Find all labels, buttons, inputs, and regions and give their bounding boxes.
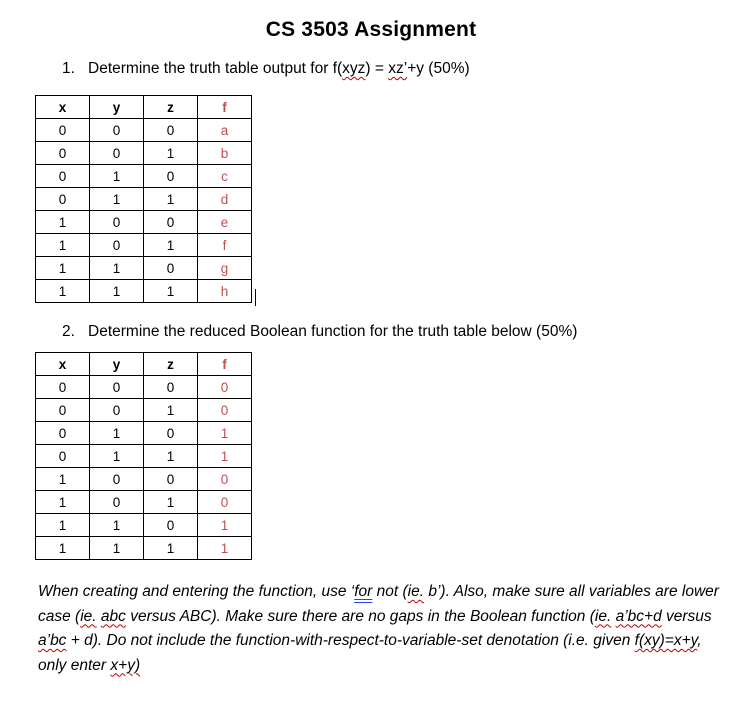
cell-f: a bbox=[198, 119, 252, 142]
cell-z: 1 bbox=[144, 234, 198, 257]
cell-x: 0 bbox=[36, 376, 90, 399]
cell-x: 1 bbox=[36, 234, 90, 257]
cell-x: 0 bbox=[36, 119, 90, 142]
note-text: versus ABC). Make sure there are no gaps in the Boolean function ( bbox=[125, 607, 595, 625]
question-2 bbox=[62, 323, 577, 341]
header-x: x bbox=[36, 353, 90, 376]
table-row bbox=[36, 211, 252, 234]
truth-table-1 bbox=[35, 95, 252, 303]
cell-y: 1 bbox=[90, 165, 144, 188]
cell-y: 1 bbox=[90, 445, 144, 468]
cell-z: 1 bbox=[144, 445, 198, 468]
cell-x: 1 bbox=[36, 537, 90, 560]
question-1-text-mid: ) = bbox=[365, 60, 389, 77]
cell-x: 0 bbox=[36, 165, 90, 188]
cell-z: 0 bbox=[144, 468, 198, 491]
cell-y: 0 bbox=[90, 211, 144, 234]
question-1-number: 1. bbox=[62, 60, 75, 77]
table-row bbox=[36, 280, 252, 303]
cell-f: b bbox=[198, 142, 252, 165]
cell-z: 1 bbox=[144, 491, 198, 514]
cell-f: 0 bbox=[198, 468, 252, 491]
note-text: ie. bbox=[594, 607, 612, 625]
question-1-text-before: Determine the truth table output for f( bbox=[88, 60, 343, 77]
table-row bbox=[36, 422, 252, 445]
question-2-number: 2. bbox=[62, 323, 75, 340]
cell-x: 0 bbox=[36, 188, 90, 211]
header-y: y bbox=[90, 96, 144, 119]
question-1-func-args: xyz bbox=[342, 60, 366, 77]
cell-y: 0 bbox=[90, 234, 144, 257]
cell-f: 1 bbox=[198, 445, 252, 468]
table-row bbox=[36, 514, 252, 537]
cell-x: 1 bbox=[36, 211, 90, 234]
table-header-row bbox=[36, 96, 252, 119]
cell-y: 1 bbox=[90, 188, 144, 211]
cell-f: 1 bbox=[198, 537, 252, 560]
cell-f: f bbox=[198, 234, 252, 257]
cell-f: 0 bbox=[198, 399, 252, 422]
cell-y: 1 bbox=[90, 280, 144, 303]
cell-f: h bbox=[198, 280, 252, 303]
cell-x: 1 bbox=[36, 514, 90, 537]
cell-x: 1 bbox=[36, 468, 90, 491]
cell-z: 1 bbox=[144, 188, 198, 211]
cell-y: 0 bbox=[90, 468, 144, 491]
cell-y: 0 bbox=[90, 399, 144, 422]
cell-y: 1 bbox=[90, 537, 144, 560]
text-cursor bbox=[255, 289, 256, 306]
header-y: y bbox=[90, 353, 144, 376]
table-row bbox=[36, 468, 252, 491]
cell-x: 0 bbox=[36, 445, 90, 468]
note-text: ie. bbox=[80, 607, 97, 625]
table-row bbox=[36, 165, 252, 188]
cell-y: 0 bbox=[90, 376, 144, 399]
note-text: not ( bbox=[372, 583, 408, 600]
cell-y: 0 bbox=[90, 142, 144, 165]
note-text: , only enter bbox=[38, 632, 702, 674]
cell-x: 0 bbox=[36, 142, 90, 165]
note-text: a’bc bbox=[38, 632, 67, 649]
table-row bbox=[36, 188, 252, 211]
cell-z: 1 bbox=[144, 537, 198, 560]
header-f: f bbox=[198, 96, 252, 119]
note-text: b’). Also, make sure all variables are lower case ( bbox=[38, 583, 719, 625]
truth-table-1-body bbox=[36, 119, 252, 303]
cell-y: 0 bbox=[90, 119, 144, 142]
note-text: a’bc+d bbox=[615, 607, 662, 625]
note-text: x+y) bbox=[110, 656, 141, 674]
cell-x: 1 bbox=[36, 257, 90, 280]
cell-x: 1 bbox=[36, 280, 90, 303]
cell-f: e bbox=[198, 211, 252, 234]
cell-z: 0 bbox=[144, 119, 198, 142]
cell-z: 1 bbox=[144, 399, 198, 422]
cell-z: 0 bbox=[144, 376, 198, 399]
note-text: ie. bbox=[407, 583, 425, 600]
note-text: When creating and entering the function, use ‘ bbox=[38, 583, 355, 600]
table-row bbox=[36, 257, 252, 280]
table-row bbox=[36, 142, 252, 165]
cell-y: 0 bbox=[90, 491, 144, 514]
cell-f: d bbox=[198, 188, 252, 211]
table-row bbox=[36, 491, 252, 514]
table-row bbox=[36, 234, 252, 257]
note-text: abc bbox=[100, 607, 126, 625]
table-row bbox=[36, 445, 252, 468]
cell-z: 1 bbox=[144, 142, 198, 165]
question-1-func-term: xz’ bbox=[388, 60, 408, 77]
question-1 bbox=[62, 60, 470, 78]
cell-x: 0 bbox=[36, 399, 90, 422]
cell-f: 0 bbox=[198, 376, 252, 399]
header-f: f bbox=[198, 353, 252, 376]
note-text: for bbox=[354, 583, 373, 600]
page-title: CS 3503 Assignment bbox=[265, 18, 477, 41]
truth-table-2 bbox=[35, 352, 252, 560]
cell-z: 1 bbox=[144, 280, 198, 303]
question-1-text-after: +y (50%) bbox=[407, 60, 470, 77]
cell-f: 1 bbox=[198, 422, 252, 445]
instructions-note bbox=[38, 580, 728, 678]
truth-table-2-body bbox=[36, 376, 252, 560]
cell-y: 1 bbox=[90, 422, 144, 445]
cell-x: 0 bbox=[36, 422, 90, 445]
cell-y: 1 bbox=[90, 514, 144, 537]
cell-x: 1 bbox=[36, 491, 90, 514]
note-text: versus bbox=[661, 607, 712, 625]
header-z: z bbox=[144, 353, 198, 376]
table-row bbox=[36, 119, 252, 142]
table-row bbox=[36, 376, 252, 399]
header-z: z bbox=[144, 96, 198, 119]
cell-f: c bbox=[198, 165, 252, 188]
question-2-text: Determine the reduced Boolean function for the truth table below (50%) bbox=[88, 323, 578, 340]
cell-f: g bbox=[198, 257, 252, 280]
cell-z: 0 bbox=[144, 257, 198, 280]
cell-f: 0 bbox=[198, 491, 252, 514]
cell-f: 1 bbox=[198, 514, 252, 537]
cell-z: 0 bbox=[144, 211, 198, 234]
cell-z: 0 bbox=[144, 165, 198, 188]
table-row bbox=[36, 537, 252, 560]
table-row bbox=[36, 399, 252, 422]
note-text: + d). Do not include the function-with-respect-to-variable-set denotation (i.e. given bbox=[66, 632, 635, 649]
cell-z: 0 bbox=[144, 422, 198, 445]
cell-z: 0 bbox=[144, 514, 198, 537]
note-text: f(xy)=x+y bbox=[634, 632, 698, 649]
table-header-row bbox=[36, 353, 252, 376]
cell-y: 1 bbox=[90, 257, 144, 280]
header-x: x bbox=[36, 96, 90, 119]
